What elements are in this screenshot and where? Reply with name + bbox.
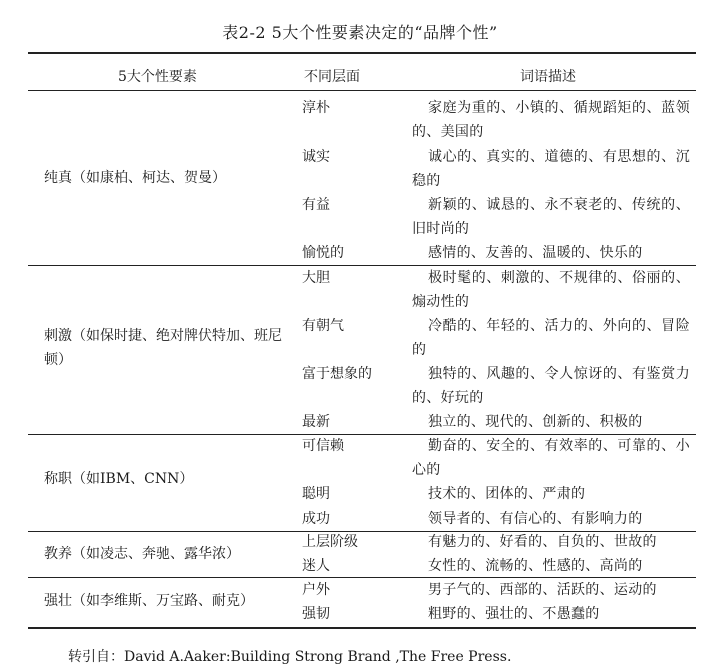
facet-cell: 聪明: [302, 486, 330, 502]
brand-cell: 教养（如凌志、奔驰、露华浓）: [44, 546, 240, 562]
facet-cell: 淳朴: [302, 100, 330, 116]
facet-cell: 迷人: [302, 558, 330, 574]
facet-cell: 有益: [302, 197, 330, 213]
desc-cell: 技术的、团体的、严肃的: [428, 486, 586, 502]
desc-cell: 冷酷的、年轻的、活力的、外向的、冒险的: [412, 318, 690, 358]
facet-cell: 愉悦的: [302, 245, 344, 261]
source-note: 转引自：David A.Aaker:Building Strong Brand ,The Free Press.: [68, 649, 512, 665]
facet-cell: 大胆: [302, 270, 330, 286]
brand-cell: 强壮（如李维斯、万宝路、耐克）: [44, 593, 254, 609]
desc-cell: 男子气的、西部的、活跃的、运动的: [428, 582, 657, 598]
facet-cell: 有朝气: [302, 318, 344, 334]
desc-cell: 新颖的、诚恳的、永不衰老的、传统的、旧时尚的: [412, 197, 690, 237]
header-desc: 词语描述: [520, 69, 576, 85]
desc-cell: 粗野的、强壮的、不愚蠢的: [428, 606, 600, 622]
facet-cell: 成功: [302, 511, 330, 527]
facet-cell: 最新: [302, 414, 330, 430]
desc-cell: 感情的、友善的、温暖的、快乐的: [428, 245, 643, 261]
brand-cell: 纯真（如康柏、柯达、贺曼）: [44, 170, 226, 186]
facet-cell: 可信赖: [302, 438, 344, 454]
desc-cell: 勤奋的、安全的、有效率的、可靠的、小心的: [412, 438, 690, 478]
facet-cell: 户外: [302, 582, 330, 598]
brand-cell: 刺激（如保时捷、绝对牌伏特加、班尼顿）: [44, 328, 282, 368]
facet-cell: 强韧: [302, 606, 330, 622]
desc-cell: 女性的、流畅的、性感的、高尚的: [428, 558, 643, 574]
facet-cell: 富于想象的: [302, 366, 372, 382]
header-element: 5大个性要素: [118, 69, 197, 85]
desc-cell: 领导者的、有信心的、有影响力的: [428, 511, 643, 527]
facet-cell: 上层阶级: [302, 534, 358, 550]
desc-cell: 家庭为重的、小镇的、循规蹈矩的、蓝领的、美国的: [412, 100, 690, 140]
desc-cell: 有魅力的、好看的、自负的、世故的: [428, 534, 657, 550]
bottom-rule: [28, 627, 696, 629]
desc-cell: 诚心的、真实的、道德的、有思想的、沉稳的: [412, 149, 690, 189]
facet-cell: 诚实: [302, 149, 330, 165]
desc-cell: 独特的、风趣的、令人惊讶的、有鉴赏力的、好玩的: [412, 366, 690, 406]
top-rule: [28, 52, 696, 54]
table-title: 表2-2 5大个性要素决定的“品牌个性”: [222, 23, 498, 42]
brand-cell: 称职（如IBM、CNN）: [44, 471, 194, 487]
header-rule: [28, 90, 696, 91]
header-facet: 不同层面: [304, 69, 360, 85]
desc-cell: 独立的、现代的、创新的、积极的: [428, 414, 643, 430]
desc-cell: 极时髦的、刺激的、不规律的、俗丽的、煽动性的: [412, 270, 690, 310]
